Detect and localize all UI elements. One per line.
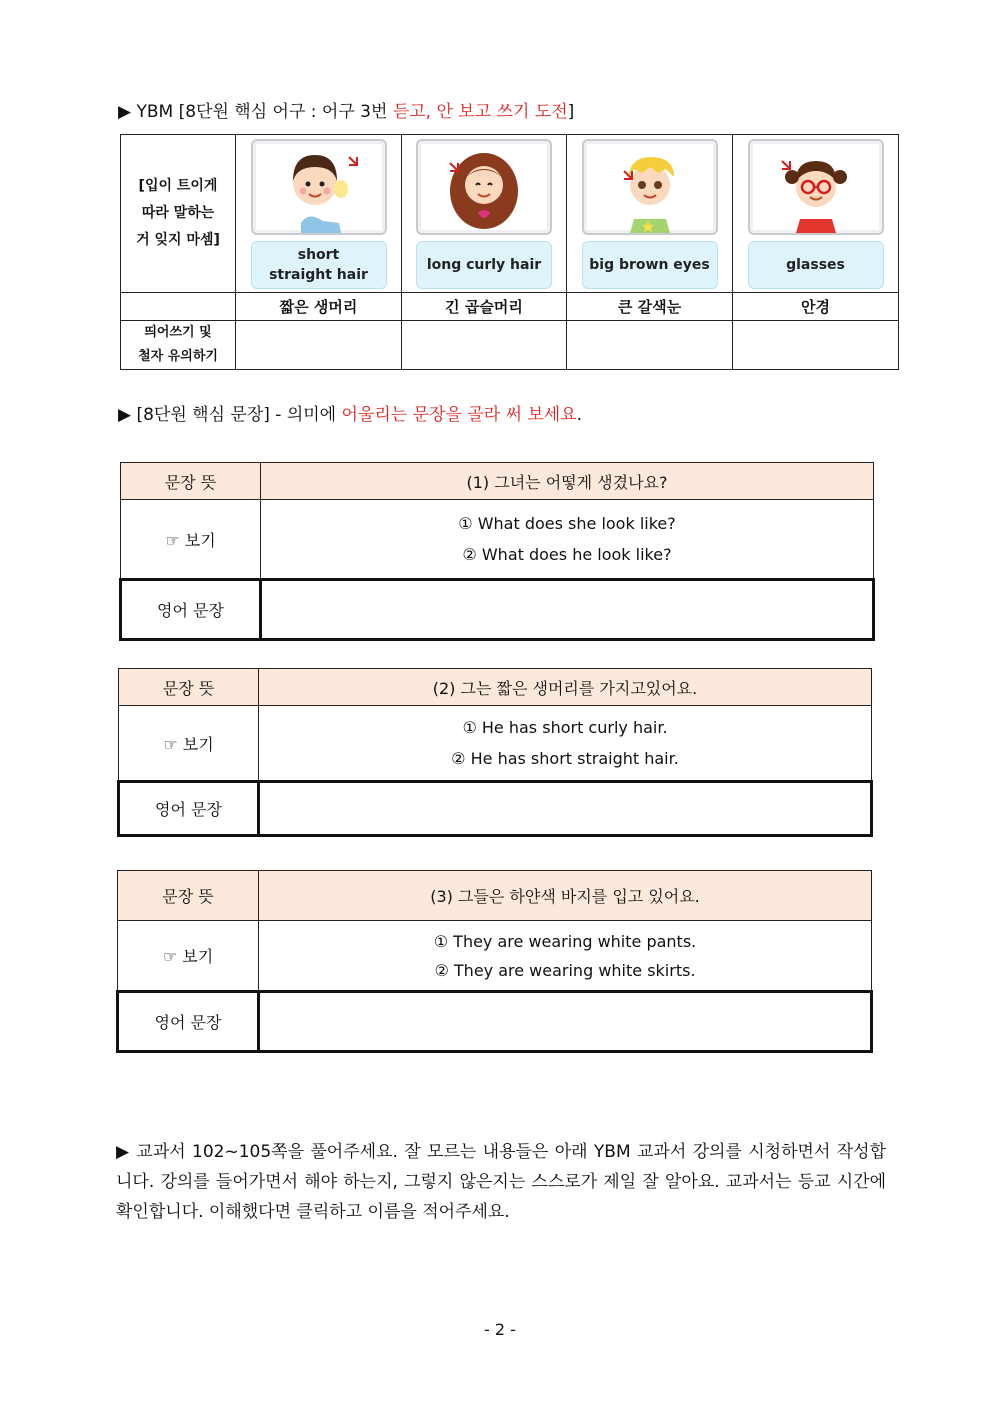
meaning-label: 문장 뜻 — [118, 871, 259, 921]
speak-along-label: [입이 트이게 따라 말하는 거 잊지 마셈] — [121, 135, 236, 293]
vocab-write-cell[interactable] — [733, 321, 899, 370]
girl-glasses-illustration — [748, 139, 884, 235]
option-2: ② They are wearing white skirts. — [434, 960, 696, 980]
vocab-english-label: big brown eyes — [582, 241, 718, 289]
vocab-english-label: long curly hair — [416, 241, 552, 289]
option-2: ② He has short straight hair. — [451, 749, 679, 768]
english-sentence-label: 영어 문장 — [119, 782, 259, 836]
girl-curly-hair-illustration — [416, 139, 552, 235]
vocab-korean-label: 큰 갈색눈 — [567, 293, 733, 321]
question-meaning: (3) 그들은 하얀색 바지를 입고 있어요. — [259, 871, 872, 921]
example-options — [259, 706, 872, 782]
question-meaning: (1) 그녀는 어떻게 생겼나요? — [261, 463, 874, 500]
question-table-2 — [117, 668, 873, 837]
question-meaning: (2) 그는 짧은 생머리를 가지고있어요. — [259, 669, 872, 706]
section1-heading-highlight: 듣고, 안 보고 쓰기 도전 — [392, 102, 568, 122]
page-number: - 2 - — [484, 1320, 516, 1339]
answer-input-2[interactable] — [259, 782, 872, 836]
section1-heading: ▶ YBM [8단원 핵심 어구 : 어구 3번 듣고, 안 보고 쓰기 도전] — [118, 102, 575, 122]
spacing-spelling-label: 띄어쓰기 및 철자 유의하기 — [121, 321, 236, 370]
vocab-card-long-curly-hair — [402, 135, 567, 293]
instruction-paragraph: ▶ 교과서 102~105쪽을 풀어주세요. 잘 모르는 내용들은 아래 YBM 교과서 강의를 시청하면서 작성합니다. 강의를 들어가면서 해야 하는지, 그렇지 않은지는 스스로가 제일 잘 알아요. 교과서는 등교 시간에 확인합니다. 이해했다면 클릭하고 이름을 적어주세요. — [116, 1142, 886, 1222]
meaning-label: 문장 뜻 — [121, 463, 261, 500]
question-table-1 — [119, 462, 875, 641]
girl-short-hair-illustration — [251, 139, 387, 235]
english-sentence-label: 영어 문장 — [121, 580, 261, 640]
example-label: ☞ 보기 — [119, 706, 259, 782]
vocab-write-cell[interactable] — [402, 321, 567, 370]
section2-heading-highlight: 어울리는 문장을 골라 써 보세요 — [341, 405, 577, 425]
vocab-korean-label: 긴 곱슬머리 — [402, 293, 567, 321]
vocab-card-short-straight-hair — [236, 135, 402, 293]
option-1: ① What does she look like? — [458, 514, 676, 533]
vocab-write-cell[interactable] — [236, 321, 402, 370]
meaning-label: 문장 뜻 — [119, 669, 259, 706]
section2-heading: ▶ [8단원 핵심 문장] - 의미에 어울리는 문장을 골라 써 보세요. — [118, 405, 583, 425]
example-options — [259, 921, 872, 992]
vocab-write-cell[interactable] — [567, 321, 733, 370]
vocab-korean-label: 짧은 생머리 — [236, 293, 402, 321]
option-2: ② What does he look like? — [462, 545, 672, 564]
vocab-korean-label: 안경 — [733, 293, 899, 321]
answer-input-3[interactable] — [259, 992, 872, 1052]
answer-input-1[interactable] — [261, 580, 874, 640]
option-1: ① He has short curly hair. — [462, 718, 668, 737]
vocab-english-label: glasses — [748, 241, 884, 289]
question-table-3 — [116, 870, 873, 1053]
english-sentence-label: 영어 문장 — [118, 992, 259, 1052]
boy-brown-eyes-illustration — [582, 139, 718, 235]
vocab-card-glasses — [733, 135, 899, 293]
example-options — [261, 500, 874, 580]
vocab-english-label: short straight hair — [251, 241, 387, 289]
vocab-table — [120, 134, 899, 370]
example-label: ☞ 보기 — [121, 500, 261, 580]
example-label: ☞ 보기 — [118, 921, 259, 992]
empty-cell — [121, 293, 236, 321]
option-1: ① They are wearing white pants. — [433, 931, 697, 951]
vocab-card-big-brown-eyes — [567, 135, 733, 293]
